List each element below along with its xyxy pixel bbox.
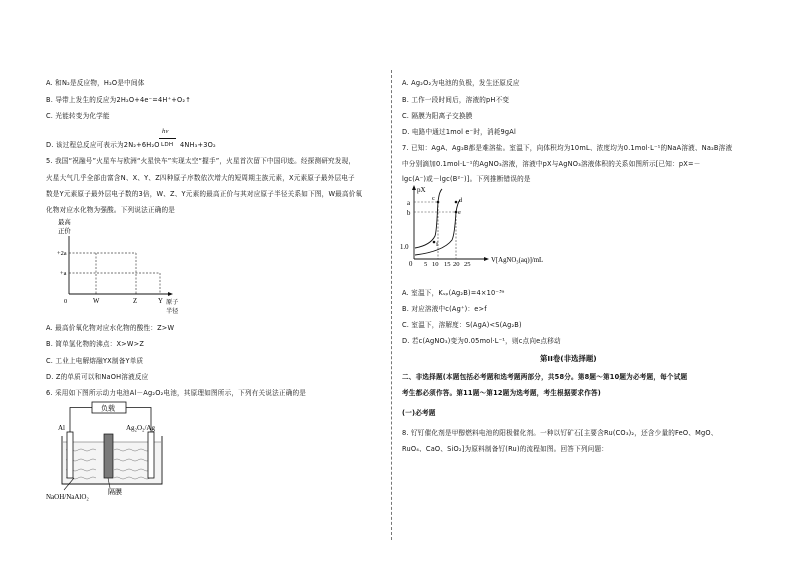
electrolyte-label: NaOH/NaAlO₂ [46, 493, 89, 501]
q5-stem-line3: 数是Y元素原子最外层电子数的3倍，W、Z、Y元素的最高正价与其对应原子半径关系如下图，W最高价氧 [46, 190, 363, 198]
fig3-point-d [455, 201, 458, 204]
q4-option-b: B. 导带上发生的反应为2H₂O+4e⁻=4H⁺+O₂↑ [46, 96, 191, 104]
q5-option-a: A. 最高价氧化物对应水化物的酸性：Z>W [46, 324, 175, 332]
fig1-xlabel-2: 半径 [166, 308, 179, 315]
fig3-ytick-1: 1.0 [400, 244, 409, 251]
fig1-ylabel-2: 正价 [58, 228, 71, 235]
fig3-point-f [433, 241, 436, 244]
membrane-label: 隔膜 [108, 488, 122, 496]
fig1-label-w: W [93, 298, 100, 305]
membrane [104, 434, 113, 478]
q7-option-d: D. 若c(AgNO₃)变为0.05mol·L⁻¹，则c点向e点移动 [402, 337, 561, 345]
q6-option-c: C. 隔膜为阳离子交换膜 [402, 112, 473, 120]
ag-electrode [148, 432, 154, 478]
q4-option-c: C. 光能转变为化学能 [46, 112, 110, 120]
fig3-point-c [437, 201, 440, 204]
q6-option-a: A. Ag₂O₂为电池的负极，发生还原反应 [402, 79, 520, 87]
fig3-xlabel: V[AgNO₃(aq)]/mL [491, 257, 544, 264]
q6-stem: 6. 采用如下图所示动力电池Al－Ag₂O₂电池，其原理如图所示，下列有关说法正确的是 [46, 389, 307, 397]
fig3-label-d: d [459, 197, 463, 204]
battery-figure [44, 398, 174, 502]
fig3-y-arrow [412, 185, 416, 190]
load-label: 负载 [101, 404, 115, 413]
column-divider [391, 70, 392, 540]
fig3-label-e: e [458, 209, 461, 216]
q6-option-b: B. 工作一段时间后，溶液的pH不变 [402, 96, 510, 104]
section-instructions-line2: 考生都必须作答。第11题～第12题为选考题，考生根据要求作答) [402, 389, 602, 397]
fig3-origin: 0 [409, 261, 413, 268]
fig1-xlabel-1: 原子 [166, 299, 179, 306]
q7-stem-line1: 7. 已知：AgA、Ag₂B都是难溶盐。室温下，向体积均为10mL、浓度均为0.1mol·L⁻¹的NaA溶液、Na₂B溶液 [402, 144, 733, 152]
fig1-ylabel-1: 最高 [58, 219, 71, 226]
q4-option-d-prefix: D. 该过程总反应可表示为2N₂+6H₂O [46, 141, 160, 149]
q5-stem-line4: 化物对应水化物为强酸。下列说法正确的是 [46, 206, 176, 214]
q5-stem-line1: 5. 我国“祝融号”火星车与欧洲“火星快车”实现太空“握手”，火星首次留下中国印迹。经探测研究发现， [46, 157, 356, 165]
al-electrode-label: Al [58, 424, 65, 432]
fig1-ytick-2a: +2a [57, 250, 67, 257]
fig1-label-y: Y [158, 298, 163, 305]
titration-figure [398, 180, 570, 270]
q5-stem-line2: 火星大气几乎全部由富含N、X、Y、Z四种原子序数依次增大的短周期主族元素，X元素原子最外层电子 [46, 174, 355, 182]
fig3-xtick-5: 5 [424, 261, 428, 268]
fig3-ytick-b: b [407, 210, 411, 217]
fig1-label-z: Z [133, 298, 138, 305]
q5-option-c: C. 工业上电解熔融YX制备Y单质 [46, 357, 144, 365]
valence-radius-figure [52, 214, 202, 318]
fig3-label-f: f [436, 241, 439, 248]
fig3-xtick-15: 15 [444, 261, 451, 268]
fig3-point-e [455, 211, 458, 214]
wire-left [70, 408, 92, 433]
q5-option-b: B. 简单氢化物的沸点：X>W>Z [46, 340, 145, 348]
fig3-xtick-20: 20 [453, 261, 460, 268]
q7-option-c: C. 室温下，溶解度：S(AgA)<S(Ag₂B) [402, 321, 522, 329]
fig3-ylabel: pX [417, 186, 426, 194]
fig3-xtick-10: 10 [432, 261, 439, 268]
q7-option-b: B. 对应溶液中c(Ag⁺)：e>f [402, 305, 487, 313]
fig3-x-arrow [484, 257, 489, 261]
fig1-x-arrow [168, 292, 173, 296]
al-electrode [67, 432, 73, 478]
fig1-origin: 0 [64, 298, 68, 305]
ag-electrode-label: Ag₂O₂/Ag [126, 424, 155, 432]
subsection-required: (一)必考题 [402, 409, 436, 417]
q4-option-d-suffix: 4NH₃+3O₂ [180, 141, 216, 149]
q8-stem-line1: 8. 钌钉催化剂是甲醇燃料电池的阳极催化剂。一种以钌矿石[主要含Ru(CO₃)₂，还含少量的FeO、MgO、 [402, 429, 718, 437]
q6-option-d: D. 电路中通过1mol e⁻时，消耗9gAl [402, 128, 517, 136]
reaction-arrow [159, 138, 176, 139]
q7-option-a: A. 室温下，Kₛₚ(Ag₂B)=4×10⁻³ᵃ [402, 289, 505, 297]
reaction-condition-top: hν [162, 128, 169, 135]
fig3-xtick-25: 25 [464, 261, 471, 268]
fig1-ytick-a: +a [60, 270, 67, 277]
q8-stem-line2: RuO₄、CaO、SiO₂]为原料制备钌(Ru)的流程如图。回答下列问题： [402, 445, 609, 453]
section-instructions-line1: 二、非选择题(本题包括必考题和选考题两部分，共58分。第8题～第10题为必考题，每个试题 [402, 373, 688, 381]
q7-stem-line2: 中分别滴加0.1mol·L⁻¹的AgNO₃溶液，溶液中pX与AgNO₃溶液体积的关系如图所示[已知：pX=－ [402, 160, 701, 168]
reaction-condition-bottom: LDH [161, 142, 174, 148]
fig3-ytick-a: a [407, 200, 411, 207]
q5-option-d: D. Z的单质可以和NaOH溶液反应 [46, 373, 149, 381]
q4-option-a: A. 和N₂是反应物，H₂O是中间体 [46, 79, 145, 87]
fig3-label-c: c [432, 195, 435, 202]
section-title: 第II卷(非选择题) [540, 354, 597, 363]
fig3-curve-aga [415, 189, 442, 248]
q7-stem-line3: lgc(A⁻)或－lgc(B²⁻)]。下列推断错误的是 [402, 175, 531, 183]
